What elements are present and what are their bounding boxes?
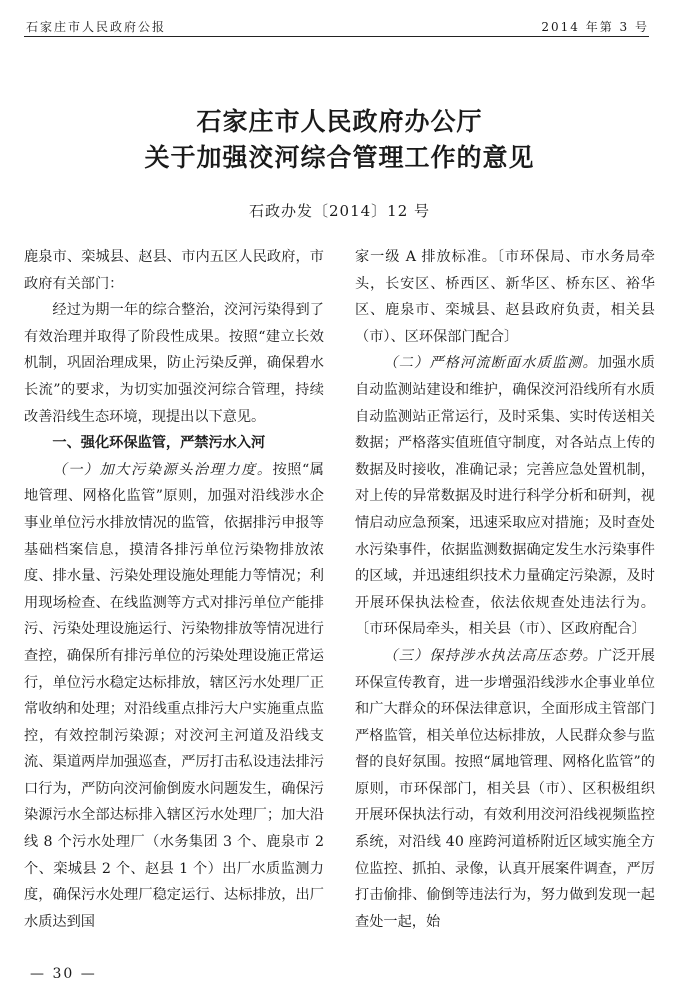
title-line-1: 石家庄市人民政府办公厅	[196, 107, 483, 136]
item-2-paragraph	[355, 350, 655, 643]
publication-name: 石家庄市人民政府公报	[26, 20, 167, 34]
document-title	[0, 104, 679, 176]
page-number: — 30 —	[30, 966, 97, 982]
item-1-paragraph	[24, 457, 324, 936]
item-2-lead: （二）严格河流断面水质监测。	[383, 355, 598, 372]
continuation-paragraph: 家一级 A 排放标准。〔市环保局、市水务局牵头，长安区、桥西区、新华区、桥东区、裕华区、鹿泉市、栾城县、赵县政府负责，相关县（市）、区环保部门配合〕	[355, 249, 655, 345]
section-1-heading: 一、强化环保监管，严禁污水入河	[52, 435, 266, 452]
item-3-body: 广泛开展环保宣传教育，进一步增强沿线涉水企事业单位和广大群众的环保法律意识，全面形成主管部门严格监管，相关单位达标排放，人民群众参与监督的良好氛围。按照“属地管理、网格化监管”的原则，市环保部门，相关县（市）、区积极组织开展环保执法行动，有效利用洨河沿线视频监控系统，对沿线 40 座跨河道桥附近区域实施全方位监控、抓拍、录像，认真开展案件调查，严厉打击偷排、偷倒等违法行为，努力做到发现一起查处一起，始	[355, 647, 655, 930]
document-number: 石政办发〔2014〕12 号	[248, 202, 431, 220]
item-2-body: 加强水质自动监测站建设和维护，确保洨河沿线所有水质自动监测站正常运行，及时采集、实时传送相关数据；严格落实值班值守制度，对各站点上传的数据及时接收，准确记录；完善应急处置机制，对上传的异常数据及时进行科学分析和研判，视情启动应急预案，迅速采取应对措施；及时查处水污染事件，依据监测数据确定发生水污染事件的区域，并迅速组织技术力量确定污染源，及时开展环保执法检查，依法依规查处违法行为。〔市环保局牵头，相关县（市）、区政府配合〕	[355, 355, 655, 638]
intro-paragraph: 经过为期一年的综合整治，洨河污染得到了有效治理并取得了阶段性成果。按照“建立长效机制，巩固治理成果，防止污染反弹，确保碧水长流”的要求，为切实加强洨河综合管理，持续改善沿线生态环境，现提出以下意见。	[24, 302, 324, 425]
title-line-2: 关于加强洨河综合管理工作的意见	[144, 143, 535, 172]
running-header	[24, 16, 649, 37]
item-1-lead: （一）加大污染源头治理力度。	[52, 461, 273, 478]
item-3-paragraph	[355, 643, 655, 936]
left-column	[24, 244, 324, 935]
item-1-body: 按照“属地管理、网格化监管”原则，加强对沿线涉水企事业单位污水排放情况的监管，依据排污申报等基础档案信息，摸清各排污单位污染物排放浓度、排水量、污染处理设施处理能力等情况；利用现场检查、在线监测等方式对排污单位产能排污、污染处理设施运行、污染物排放等情况进行查控，确保所有排污单位的污染处理设施正常运行，单位污水稳定达标排放，辖区污水处理厂正常收纳和处理；对沿线重点排污大户实施重点监控，有效控制污染源；对洨河主河道及沿线支流、渠道两岸加强巡查，严厉打击私设违法排污口行为，严防向洨河偷倒废水问题发生，确保污染源污水全部达标排入辖区污水处理厂；加大沿线 8 个污水处理厂（水务集团 3 个、鹿泉市 2 个、栾城县 2 个、赵县 1 个）出厂水质监测力度，确保污水处理厂稳定运行、达标排放，出厂水质达到国	[24, 461, 324, 930]
right-column	[355, 244, 655, 935]
issue-number: 2014 年第 3 号	[541, 20, 649, 34]
item-3-lead: （三）保持涉水执法高压态势。	[383, 647, 598, 664]
addressee: 鹿泉市、栾城县、赵县、市内五区人民政府，市政府有关部门：	[24, 249, 324, 292]
